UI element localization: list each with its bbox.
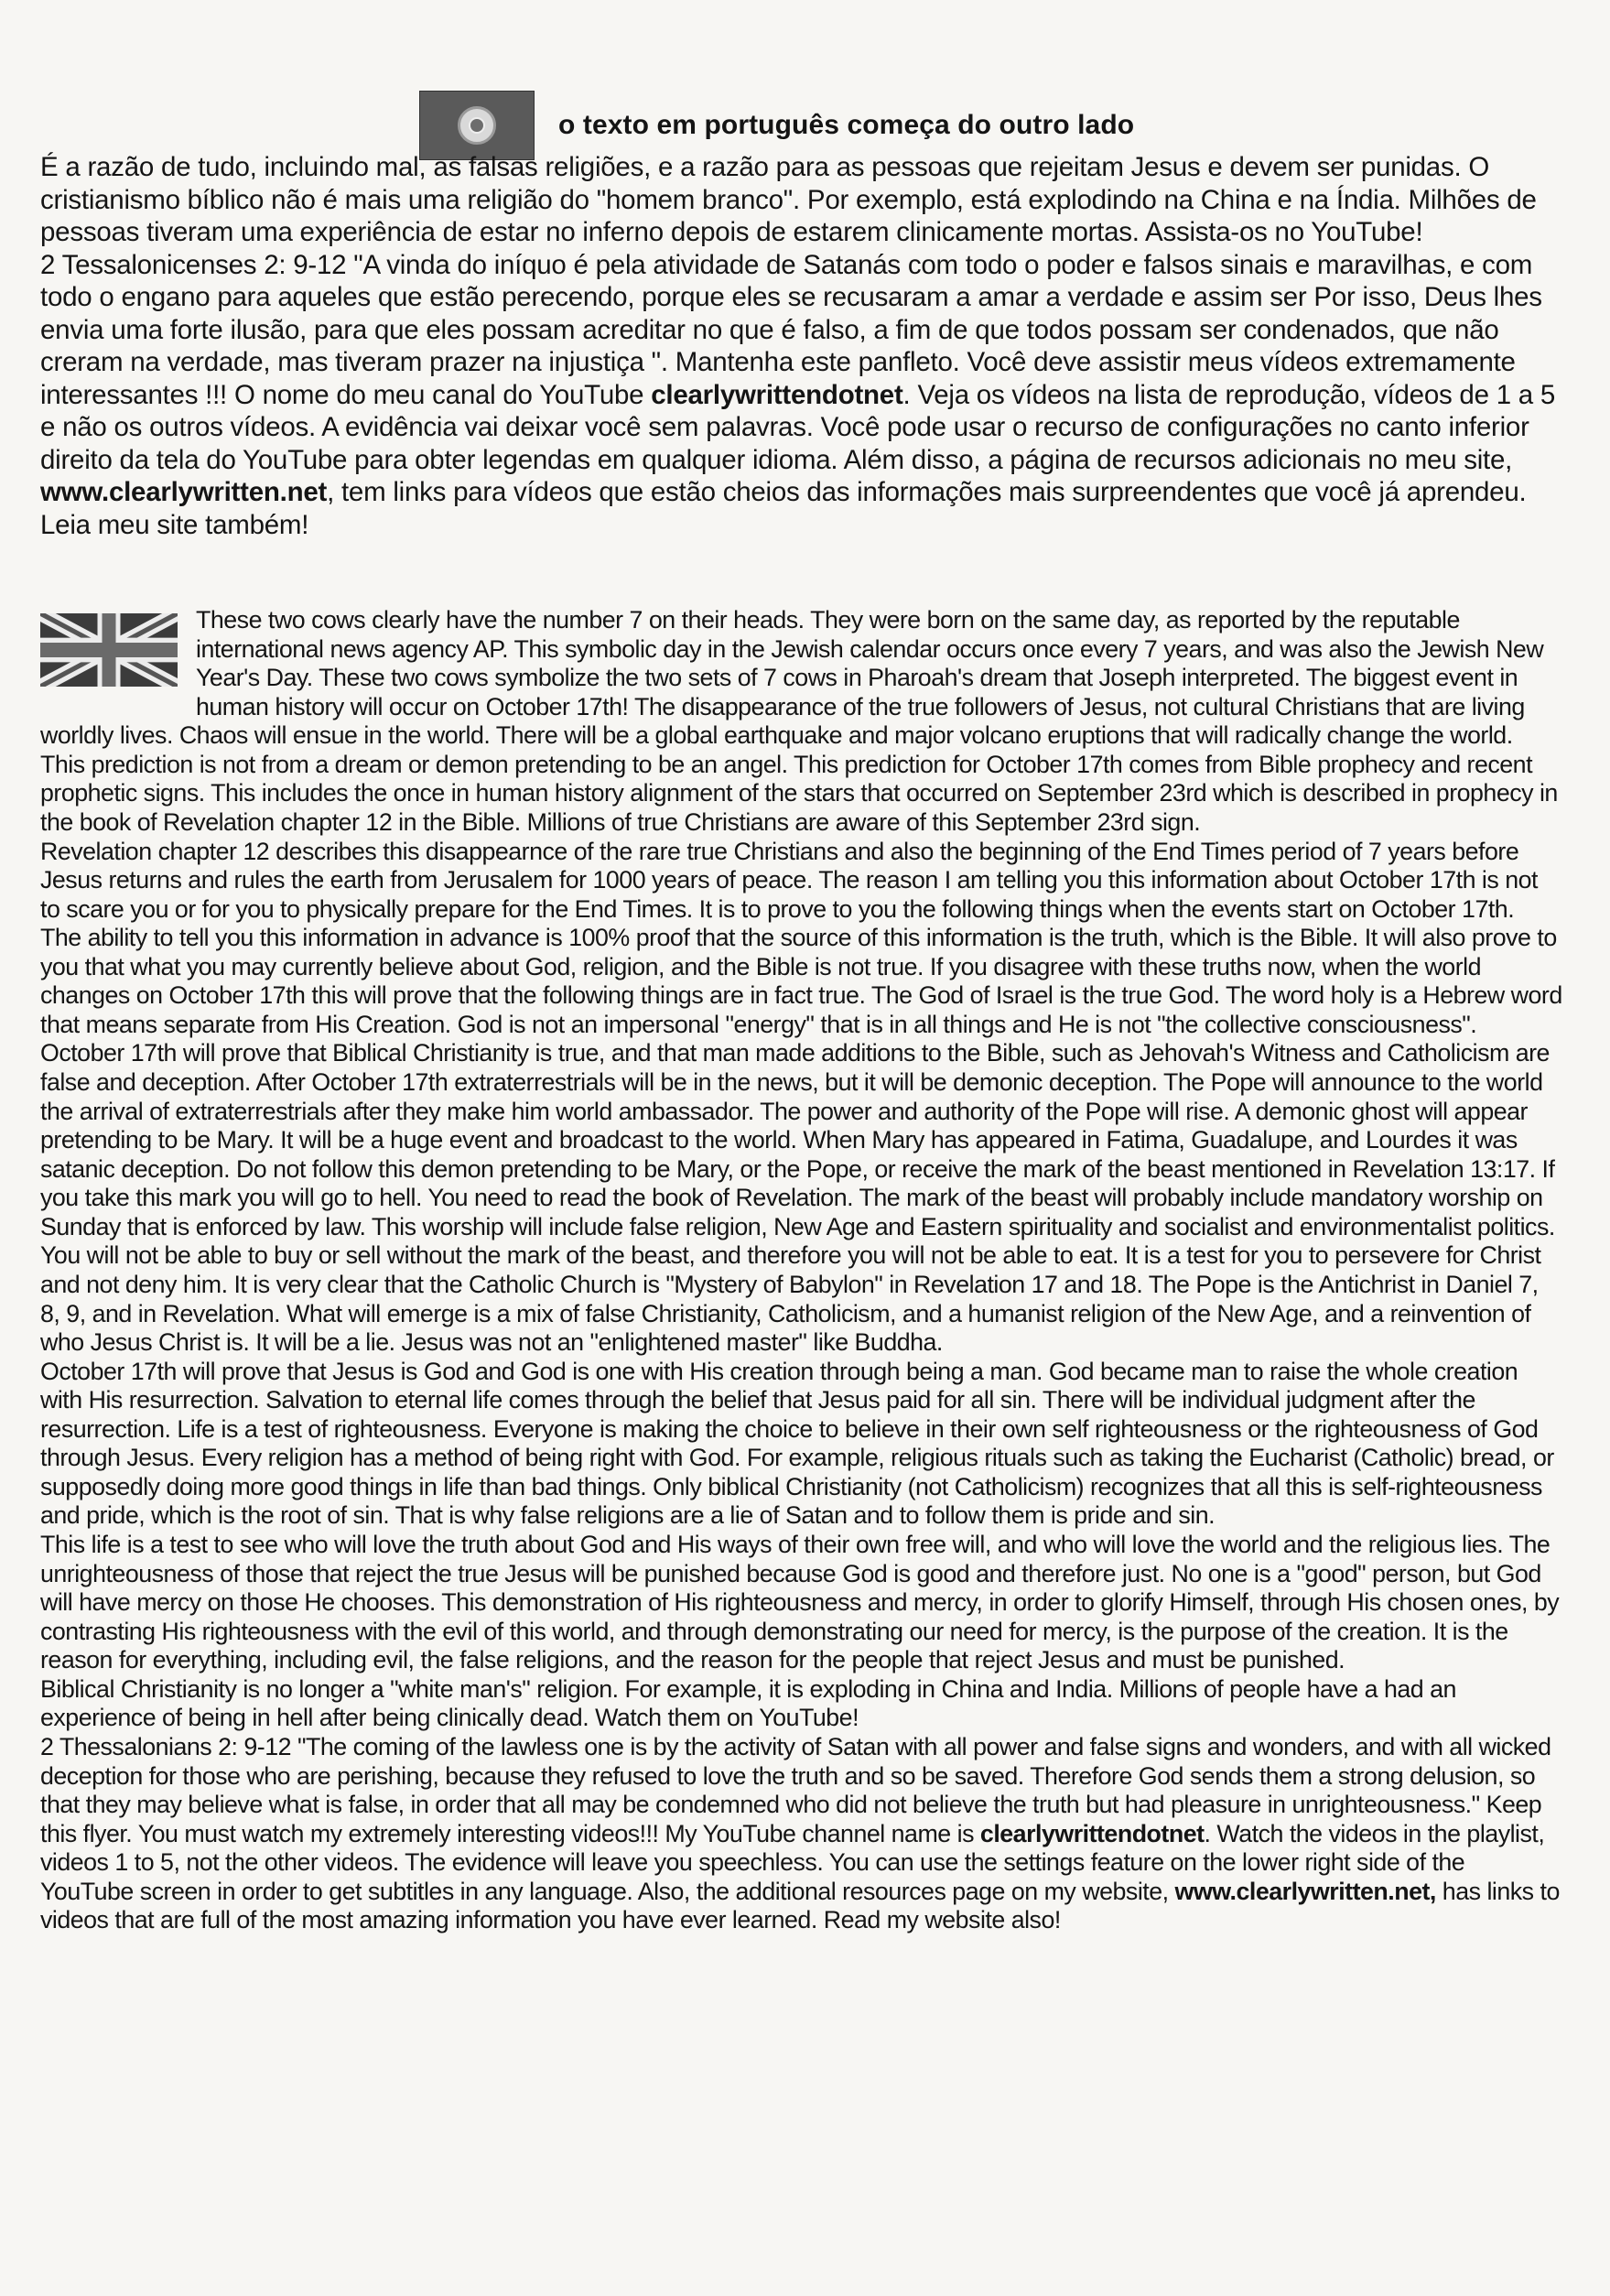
en-paragraph-9-text-a: 2 Thessalonians 2: 9-12 "The coming of the lawless one is by the activity of Satan with all power and false signs and wonders, and with all wicked deception for those who are perishing, because they refused to love the truth and so be saved. Therefore God sends them a strong delusion, so that they may believe what is false, in order that all may be condemned who did not believe the truth but had pleasure in unrighteousness." Keep this flyer. You must watch my extremely interesting videos!!! My YouTube channel name is [40,1732,1551,1847]
pt-paragraph-1: É a razão de tudo, incluindo mal, as falsas religiões, e a razão para as pessoas que rejeitam Jesus e devem ser punidas. O cristianismo bíblico não é mais uma religião do "homem branco". Por exemplo, está explodindo na China e na Índia. Milhões de pessoas tiveram uma experiência de estar no inferno depois de estarem clinicamente mortas. Assista-os no YouTube! [40,152,1537,248]
header-text: o texto em português começa do outro lado [558,110,1135,140]
en-paragraph-4: The ability to tell you this information in advance is 100% proof that the source of this information is the truth, which is the Bible. It will also prove to you that what you may currently believe about God, religion, and the Bible is not true. If you disagree with these truths now, when the world changes on October 17th this will prove that the following things are in fact true. The God of Israel is the true God. The word holy is a Hebrew word that means separate from His Creation. God is not an impersonal "energy" that is in all things and He is not "the collective consciousness". [40,924,1562,1038]
pt-paragraph-2-text-a: 2 Tessalonicenses 2: 9-12 "A vinda do iníquo é pela atividade de Satanás com todo o poder e falsos sinais e maravilhas, e com todo o engano para aqueles que estão perecendo, porque eles se recusaram a amar a verdade e assim ser Por isso, Deus lhes envia uma forte ilusão, para que eles possam acreditar no que é falso, a fim de que todos possam ser condenados, que não creram na verdade, mas tiveram prazer na injustiça ". Mantenha este panfleto. Você deve assistir meus vídeos extremamente interessantes !!! O nome do meu canal do YouTube [40,249,1542,410]
uk-flag-icon [40,613,178,687]
en-channel-name: clearlywrittendotnet [979,1819,1205,1847]
en-paragraph-9 [40,1733,1563,1935]
en-paragraph-5: October 17th will prove that Biblical Christianity is true, and that man made additions to the Bible, such as Jehovah's Witness and Catholicism are false and deception. After October 17th extraterrestrials will be in the news, but it will be demonic deception. The Pope will announce to the world the arrival of extraterrestrials after they make him world ambassador. The power and authority of the Pope will rise. A demonic ghost will appear pretending to be Mary. It will be a huge event and broadcast to the world. When Mary has appeared in Fatima, Guadalupe, and Lourdes it was satanic deception. Do not follow this demon pretending to be Mary, or the Pope, or receive the mark of the beast mentioned in Revelation 13:17. If you take this mark you will go to hell. You need to read the book of Revelation. The mark of the beast will probably include mandatory worship on Sunday that is enforced by law. This worship will include false religion, New Age and Eastern spirituality and socialist and environmentalist politics. You will not be able to buy or sell without the mark of the beast, and therefore you will not be able to eat. It is a test for you to persevere for Christ and not deny him. It is very clear that the Catholic Church is "Mystery of Babylon" in Revelation 17 and 18. The Pope is the Antichrist in Daniel 7, 8, 9, and in Revelation. What will emerge is a mix of false Christianity, Catholicism, and a humanist religion of the New Age, and a reinvention of who Jesus Christ is. It will be a lie. Jesus was not an "enlightened master" like Buddha. [40,1039,1555,1357]
en-paragraph-9-text-b: . Watch the videos in the playlist, videos 1 to 5, not the other videos. The evidence will leave you speechless. You can use the settings feature on the lower right side of the YouTube screen in order to get subtitles in any language. Also, the additional resources page on my website, [40,1819,1545,1905]
brazil-flag-icon [419,91,535,160]
pt-paragraph-2-text-b: . Veja os vídeos na lista de reprodução, vídeos de 1 a 5 e não os outros vídeos. A evidência vai deixar você sem palavras. Você pode usar o recurso de configurações no canto inferior direito da tela do YouTube para obter legendas em qualquer idioma. Além disso, a página de recursos adicionais no meu site, [40,379,1556,475]
en-paragraph-2: This prediction is not from a dream or demon pretending to be an angel. This prediction for October 17th comes from Bible prophecy and recent prophetic signs. This includes the once in human history alignment of the stars that occurred on September 23rd which is described in prophecy in the book of Revelation chapter 12 in the Bible. Millions of true Christians are aware of this September 23rd sign. [40,750,1558,836]
pt-channel-name: clearlywrittendotnet [651,379,903,410]
en-paragraph-9-text-c: has links to videos that are full of the most amazing information you have ever learned. Read my website also! [40,1877,1560,1934]
english-section [40,606,1563,1935]
en-paragraph-1: These two cows clearly have the number 7 on their heads. They were born on the same day, as reported by the reputable international news agency AP. This symbolic day in the Jewish calendar occurs once every 7 years, and was also the Jewish New Year's Day. These two cows symbolize the two sets of 7 cows in Pharoah's dream that Joseph interpreted. The biggest event in human history will occur on October 17th! The disappearance of the true followers of Jesus, not cultural Christians that are living worldly lives. Chaos will ensue in the world. There will be a global earthquake and major volcano eruptions that will radically change the world. [40,606,1544,750]
pt-website-link[interactable]: www.clearlywritten.net [40,477,328,508]
en-paragraph-7: This life is a test to see who will love the truth about God and His ways of their own free will, and who will love the world and the religious lies. The unrighteousness of those that reject the true Jesus will be punished because God is good and therefore just. No one is a "good" person, but God will have mercy on those He chooses. This demonstration of His righteousness and mercy, in order to glorify Himself, through His chosen ones, by contrasting His righteousness with the evil of this world, and through demonstrating our need for mercy, is the purpose of the creation. It is the reason for everything, including evil, the false religions, and the reason for the people that reject Jesus and must be punished. [40,1531,1560,1674]
pt-paragraph-2 [40,249,1560,542]
portuguese-body [40,151,1560,542]
en-paragraph-3: Revelation chapter 12 describes this disappearnce of the rare true Christians and also the beginning of the End Times period of 7 years before Jesus returns and rules the earth from Jerusalem for 1000 years of peace. The reason I am telling you this information about October 17th is not to scare you or for you to physically prepare for the End Times. It is to prove to you the following things when the events start on October 17th. [40,837,1538,923]
flag-seal [458,106,496,145]
en-website-link[interactable]: www.clearlywritten.net, [1174,1877,1436,1905]
en-paragraph-6: October 17th will prove that Jesus is God and God is one with His creation through being a man. God became man to raise the whole creation with His resurrection. Salvation to eternal life comes through the belief that Jesus paid for all sin. There will be individual judgment after the resurrection. Life is a test of righteousness. Everyone is making the choice to believe in their own self righteousness or the righteousness of God through Jesus. Every religion has a method of being right with God. For example, religious rituals such as taking the Eucharist (Catholic) bread, or supposedly doing more good things in life than bad things. Only biblical Christianity (not Catholicism) recognizes that all this is self-righteousness and pride, which is the root of sin. That is why false religions are a lie of Satan and to follow them is pride and sin. [40,1357,1554,1530]
pt-paragraph-2-text-c: , tem links para vídeos que estão cheios das informações mais surpreendentes que você já aprendeu. Leia meu site também! [40,477,1527,541]
en-paragraph-8: Biblical Christianity is no longer a "white man's" religion. For example, it is exploding in China and India. Millions of people have a had an experience of being in hell after being clinically dead. Watch them on YouTube! [40,1674,1456,1732]
english-body [40,606,1563,1935]
